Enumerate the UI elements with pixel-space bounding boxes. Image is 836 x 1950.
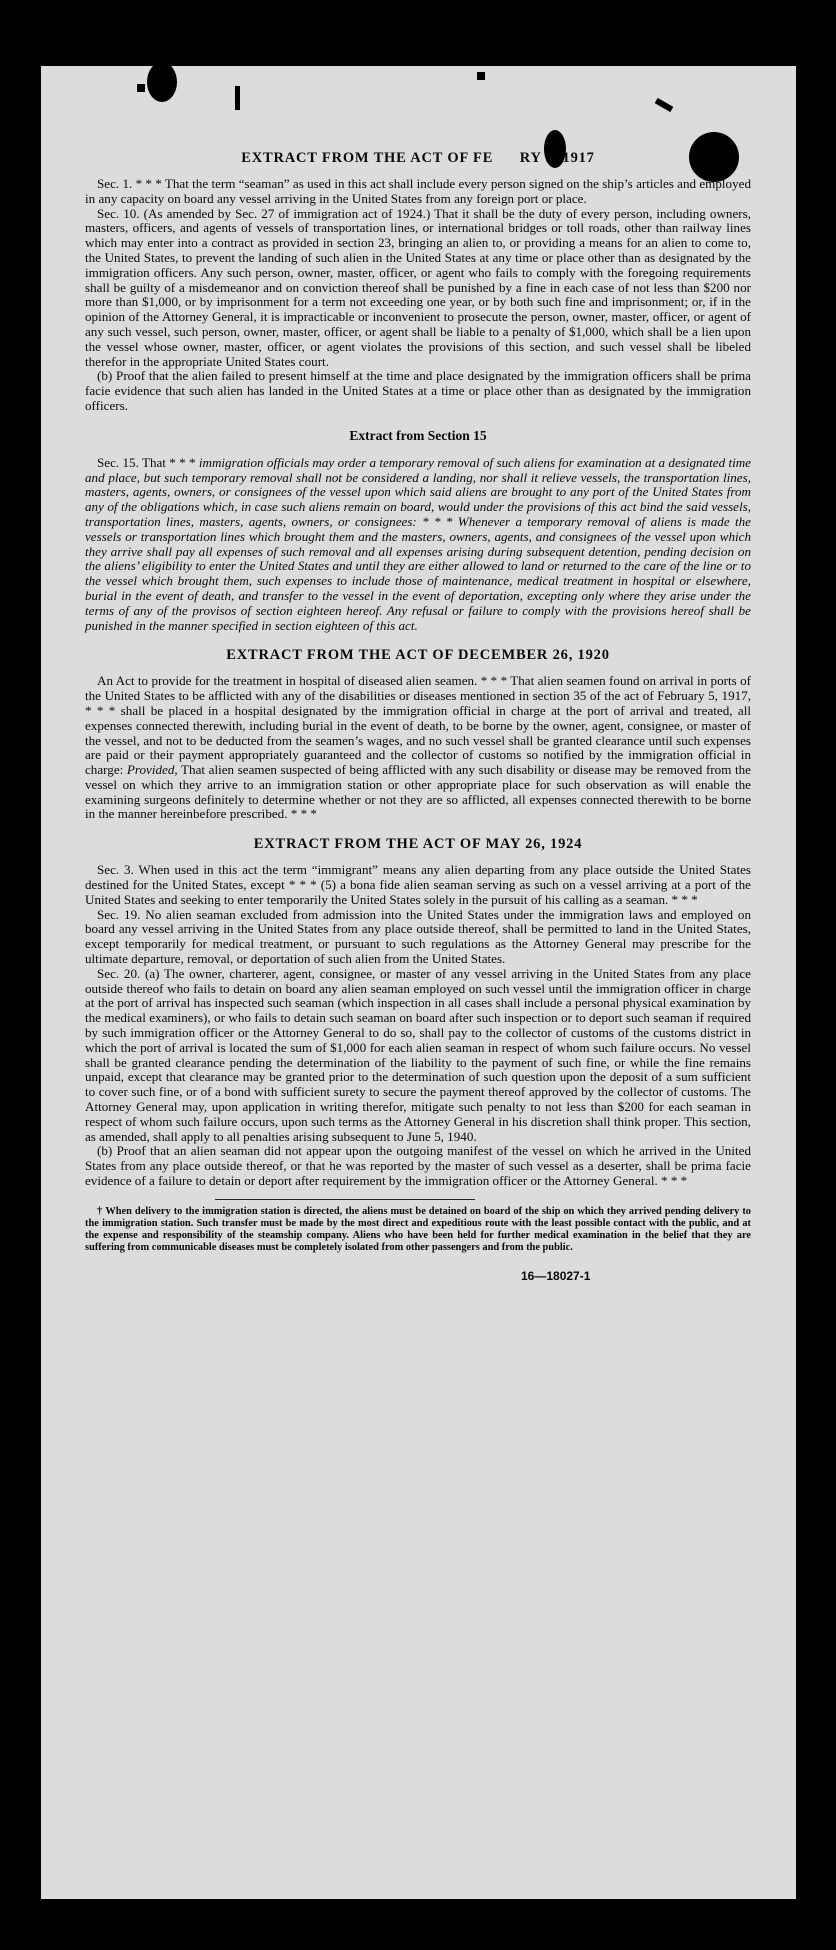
heading-section-15: Extract from Section 15	[349, 427, 487, 443]
act-1920-proviso: Provided,	[126, 762, 178, 778]
ink-blot	[655, 98, 674, 112]
punch-hole-blot	[147, 66, 177, 102]
heading-act-1917: EXTRACT FROM THE ACT OF FE RY 5, 1917	[241, 150, 595, 166]
ink-blot	[235, 86, 240, 110]
paragraph-act-1920	[85, 674, 751, 822]
act-1920-text-a: An Act to provide for the treatment in hospital of diseased alien seamen. * * * That alien seamen found on arrival in ports of the United States to be afflicted with any of the disabilities or diseases mentioned in section 35 of the act of February 5, 1917, * * * shall be placed in a hospital designated by the immigration official in charge at the port of arrival and treated, all expenses connected therewith, including burial in the event of death, to be borne by the owner, agent, consignee, or master of the vessel, and not to be deducted from the seamen’s wages, and no such vessel shall be granted clearance until such expenses are paid or their payment appropriately guaranteed and the collector of customs so notified by the immigration official in charge:	[85, 673, 751, 778]
paragraph-sec-3: Sec. 3. When used in this act the term “immigrant” means any alien departing from any place outside the United States destined for the United States, except * * * (5) a bona fide alien seaman serving as such on a vessel arriving at a port of the United States and seeking to enter temporarily the United States solely in the pursuit of his calling as a seaman. * * *	[85, 862, 751, 907]
heading-act-1920: EXTRACT FROM THE ACT OF DECEMBER 26, 1920	[226, 647, 610, 664]
sec-15-lead: Sec. 15. That * * *	[97, 454, 199, 470]
sec-15-italic: immigration officials may order a temporary removal of such aliens for examination at a designated time and place, but such temporary removal shall not be considered a landing, nor shall it relieve vessels, the transportation lines, masters, agents, owners, or consignees of the vessel upon which said aliens are brought to any port of the United States from any of the obligations which, in case such aliens remain on board, would under the provisions of this act bind the said vessels, transportation lines, masters, agents, owners, or consignees: * * * Whenever a temporary removal of aliens is made the vessels or transportation lines which brought them and the masters, owners, agents, and consignees of the vessel upon which they arrive shall pay all expenses of such removal and all expenses arising during subsequent detention, pending decision on the aliens’ eligibility to enter the United States and until they are either allowed to land or returned to the care of the line or to the vessel which brought them, such expenses to include those of maintenance, medical treatment in hospital or elsewhere, burial in the event of death, and transfer to the vessel in the event of deportation, excepting only where they arise under the terms of any of the provisos of section eighteen hereof. Any refusal or failure to comply with the provisions hereof shall be punished in the manner specified in section eighteen of this act.	[85, 454, 751, 633]
footnote-divider	[215, 1199, 475, 1200]
document-body	[85, 150, 751, 1283]
paragraph-sec-10: Sec. 10. (As amended by Sec. 27 of immigration act of 1924.) That it shall be the duty of every person, including owners, masters, officers, and agents of vessels of transportation lines, or international bridges or toll roads, other than railway lines which may enter into a contract as provided in section 23, bringing an alien to, or providing a means for an alien to come to, the United States, to prevent the landing of such alien in the United States at any time or place other than as designated by the immigration officers. Any such person, owner, master, officer, or agent who fails to comply with the foregoing requirements shall be guilty of a misdemeanor and on conviction thereof shall be punished by a fine in each case of not less than $200 nor more than $1,000, or by imprisonment for a term not exceeding one year, or by both such fine and imprisonment; or, if in the opinion of the Attorney General, it is impracticable or inconvenient to prosecute the person, owner, master, officer, or agent of any such vessel, such person, owner, master, officer, or agent shall be liable to a penalty of $1,000, which shall be a lien upon the vessel whose owner, master, officer, or agent violates the provisions of this section, and such vessel shall be libeled therefor in the appropriate United States court.	[85, 205, 751, 369]
paragraph-sec-10b: (b) Proof that the alien failed to present himself at the time and place designated by the immigration officers shall be prima facie evidence that such alien has landed in the United States at a time or place other than as designated by the immigration officers.	[85, 368, 751, 413]
form-number: 16—18027‑1	[521, 1268, 591, 1283]
paragraph-sec-20: Sec. 20. (a) The owner, charterer, agent, consignee, or master of any vessel arriving in the United States from any place outside thereof who fails to detain on board any alien seaman employed on such vessel until the immigration officer in charge at the port of arrival has inspected such seaman (which inspection in all cases shall include a personal physical examination by the medical examiners), or who fails to detain such seaman on board after such inspection or to deport such seaman if required by such immigration officer or the Attorney General to do so, shall pay to the collector of customs of the customs district in which the port of arrival is located the sum of $1,000 for each alien seaman in respect of whom such failure occurs. No vessel shall be granted clearance pending the determination of the liability to the payment of such fine, or while the fine remains unpaid, except that clearance may be granted prior to the determination of such question upon the deposit of a sum sufficient to cover such fine, or of a bond with sufficient surety to secure the payment thereof approved by the collector of customs. The Attorney General may, upon application in writing therefor, mitigate such penalty to not less than $200 for each seaman in respect of whom such failure occurs, upon such terms as the Attorney General in his discretion shall think proper. This section, as amended, shall apply to all penalties arising subsequent to June 5, 1940.	[85, 965, 751, 1144]
paragraph-sec-15	[85, 456, 751, 634]
act-1920-text-b: That alien seamen suspected of being afflicted with any such disability or disease may be removed from the vessel on which they arrive to an immigration station or other appropriate place for such observation as will enable the examining surgeons definitely to determine whether or not they are so afflicted, all expenses connected therewith to be borne in the manner hereinbefore prescribed. * * *	[85, 762, 751, 822]
ink-blot	[477, 72, 485, 80]
document-page	[41, 66, 796, 1899]
paragraph-sec-20b: (b) Proof that an alien seaman did not appear upon the outgoing manifest of the vessel on which he arrived in the United States from any place outside thereof, or that he was reported by the master of such vessel as a deserter, shall be prima facie evidence of a failure to detain or deport after requirement by the immigration officer or the Attorney General. * * *	[85, 1143, 751, 1189]
ink-blot	[137, 84, 145, 92]
paragraph-sec-1: Sec. 1. * * * That the term “seaman” as used in this act shall include every person signed on the ship’s articles and employed in any capacity on board any vessel arriving in the United States from any foreign port or place.	[85, 176, 751, 206]
footnote: † When delivery to the immigration station is directed, the aliens must be detained on board of the ship on which they arrived pending delivery to the immigration station. Such transfer must be made by the most direct and expeditious route with the least possible contact with the public, and at the expense and responsibility of the steamship company. Aliens who have been held for further medical examination in the belief that they are suffering from communicable diseases must be completely isolated from other passengers and from the public.	[85, 1205, 751, 1254]
paragraph-sec-19: Sec. 19. No alien seaman excluded from admission into the United States under the immigration laws and employed on board any vessel arriving in the United States from any place outside thereof, shall be permitted to land in the United States, except temporarily for medical treatment, or pursuant to such regulations as the Attorney General may prescribe for the ultimate departure, removal, or deportation of such alien from the United States.	[85, 906, 751, 967]
heading-act-1924: EXTRACT FROM THE ACT OF MAY 26, 1924	[253, 836, 583, 853]
